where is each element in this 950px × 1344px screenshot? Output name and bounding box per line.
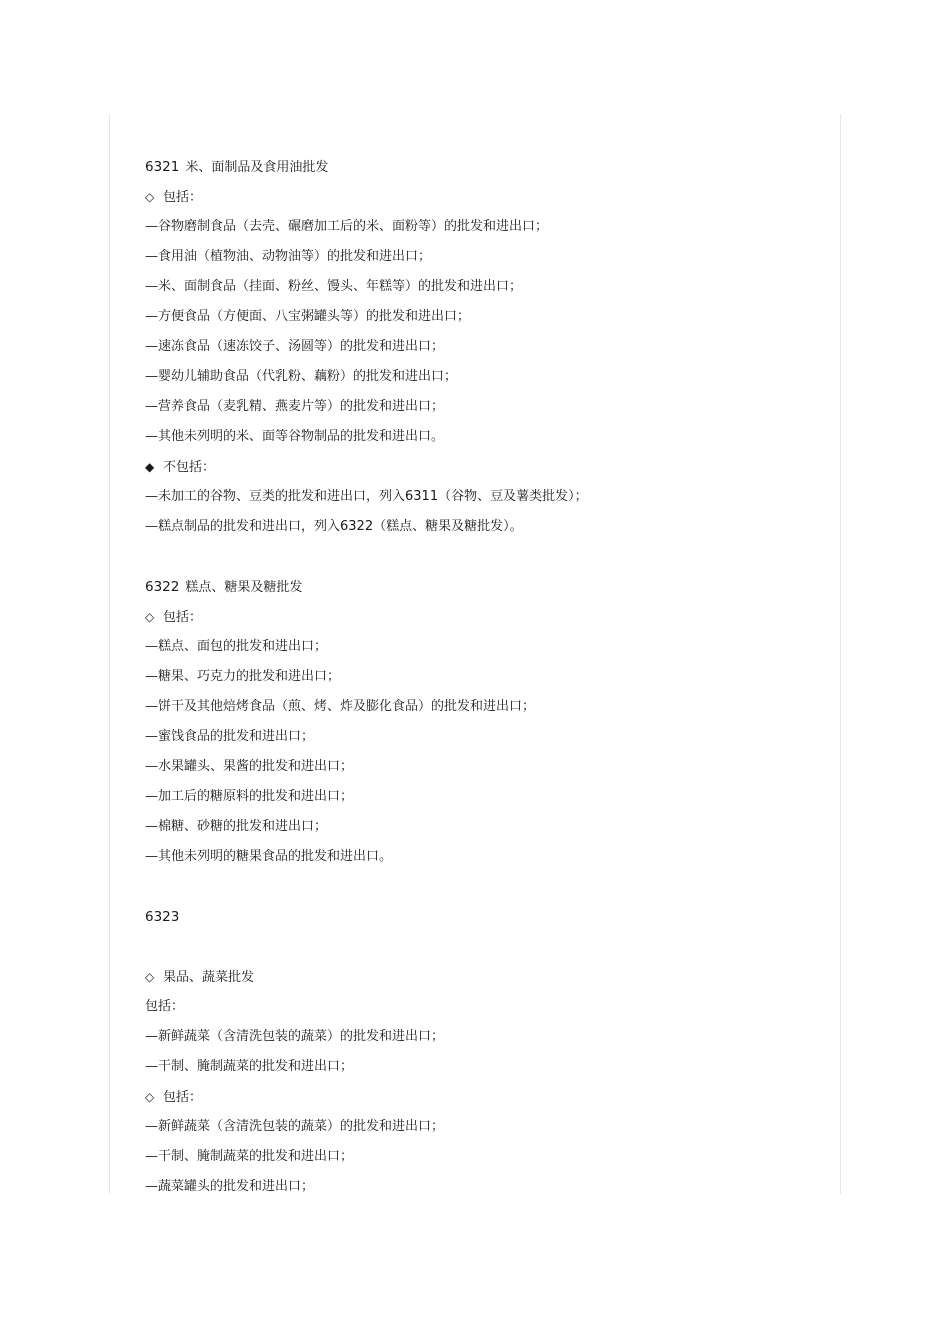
exclude-item bbox=[145, 482, 825, 512]
cross-ref-code: 6322 bbox=[340, 519, 374, 534]
section-code: 6321 bbox=[145, 159, 180, 175]
list-item: —新鲜蔬菜（含清洗包装的蔬菜）的批发和进出口； bbox=[145, 1119, 445, 1134]
exclude-text: （谷物、豆及薯类批发）； bbox=[438, 489, 588, 504]
section-gap bbox=[145, 872, 825, 902]
exclude-header bbox=[145, 452, 825, 482]
list-item: —米、面制食品（挂面、粉丝、馒头、年糕等）的批发和进出口； bbox=[145, 279, 523, 294]
hollow-diamond-icon: ◇ bbox=[145, 1090, 155, 1104]
section-title: 米、面制品及食用油批发 bbox=[185, 160, 329, 175]
list-item: —其他未列明的米、面等谷物制品的批发和进出口。 bbox=[145, 429, 445, 444]
include-label: 包括： bbox=[163, 610, 203, 625]
list-item: —新鲜蔬菜（含清洗包装的蔬菜）的批发和进出口； bbox=[145, 1029, 445, 1044]
exclude-label: 不包括： bbox=[163, 460, 216, 475]
list-item: —方便食品（方便面、八宝粥罐头等）的批发和进出口； bbox=[145, 309, 471, 324]
exclude-text: —糕点制品的批发和进出口，列入 bbox=[145, 519, 341, 534]
list-item: —水果罐头、果酱的批发和进出口； bbox=[145, 759, 354, 774]
document-content bbox=[145, 152, 825, 1202]
hollow-diamond-icon: ◇ bbox=[145, 190, 155, 204]
filled-diamond-icon: ◆ bbox=[145, 460, 155, 474]
list-item: —蔬菜罐头的批发和进出口； bbox=[145, 1179, 315, 1194]
exclude-text: （糕点、糖果及糖批发）。 bbox=[373, 519, 523, 534]
list-item: —婴幼儿辅助食品（代乳粉、藕粉）的批发和进出口； bbox=[145, 369, 458, 384]
section-code: 6322 bbox=[145, 579, 180, 595]
list-item: —加工后的糖原料的批发和进出口； bbox=[145, 789, 354, 804]
section-gap bbox=[145, 542, 825, 572]
subsection-heading bbox=[145, 962, 825, 992]
include-label: 包括： bbox=[163, 1090, 203, 1105]
list-item: —饼干及其他焙烤食品（煎、烤、炸及膨化食品）的批发和进出口； bbox=[145, 699, 536, 714]
list-item: —棉糖、砂糖的批发和进出口； bbox=[145, 819, 328, 834]
list-item: —食用油（植物油、动物油等）的批发和进出口； bbox=[145, 249, 432, 264]
list-item: —营养食品（麦乳精、燕麦片等）的批发和进出口； bbox=[145, 399, 445, 414]
section-heading-6322 bbox=[145, 572, 825, 602]
cross-ref-code: 6311 bbox=[405, 489, 439, 504]
exclude-text: —未加工的谷物、豆类的批发和进出口，列入 bbox=[145, 489, 406, 504]
subsection-title: 果品、蔬菜批发 bbox=[163, 970, 255, 985]
hollow-diamond-icon: ◇ bbox=[145, 610, 155, 624]
list-item: —其他未列明的糖果食品的批发和进出口。 bbox=[145, 849, 393, 864]
section-title: 糕点、糖果及糖批发 bbox=[185, 580, 303, 595]
section-gap bbox=[145, 932, 825, 962]
list-item: —速冻食品（速冻饺子、汤圆等）的批发和进出口； bbox=[145, 339, 445, 354]
include-header bbox=[145, 602, 825, 632]
section-code-6323: 6323 bbox=[145, 909, 180, 925]
list-item: —蜜饯食品的批发和进出口； bbox=[145, 729, 315, 744]
list-item: —糕点、面包的批发和进出口； bbox=[145, 639, 328, 654]
document-page bbox=[109, 114, 841, 1194]
include-header bbox=[145, 1082, 825, 1112]
list-item: —糖果、巧克力的批发和进出口； bbox=[145, 669, 341, 684]
list-item: —干制、腌制蔬菜的批发和进出口； bbox=[145, 1149, 354, 1164]
hollow-diamond-icon: ◇ bbox=[145, 970, 155, 984]
include-header bbox=[145, 182, 825, 212]
list-item: —干制、腌制蔬菜的批发和进出口； bbox=[145, 1059, 354, 1074]
exclude-item bbox=[145, 512, 825, 542]
include-label: 包括： bbox=[163, 190, 203, 205]
section-heading-6321 bbox=[145, 152, 825, 182]
list-item: —谷物磨制食品（去壳、碾磨加工后的米、面粉等）的批发和进出口； bbox=[145, 219, 549, 234]
include-label: 包括： bbox=[145, 999, 185, 1014]
